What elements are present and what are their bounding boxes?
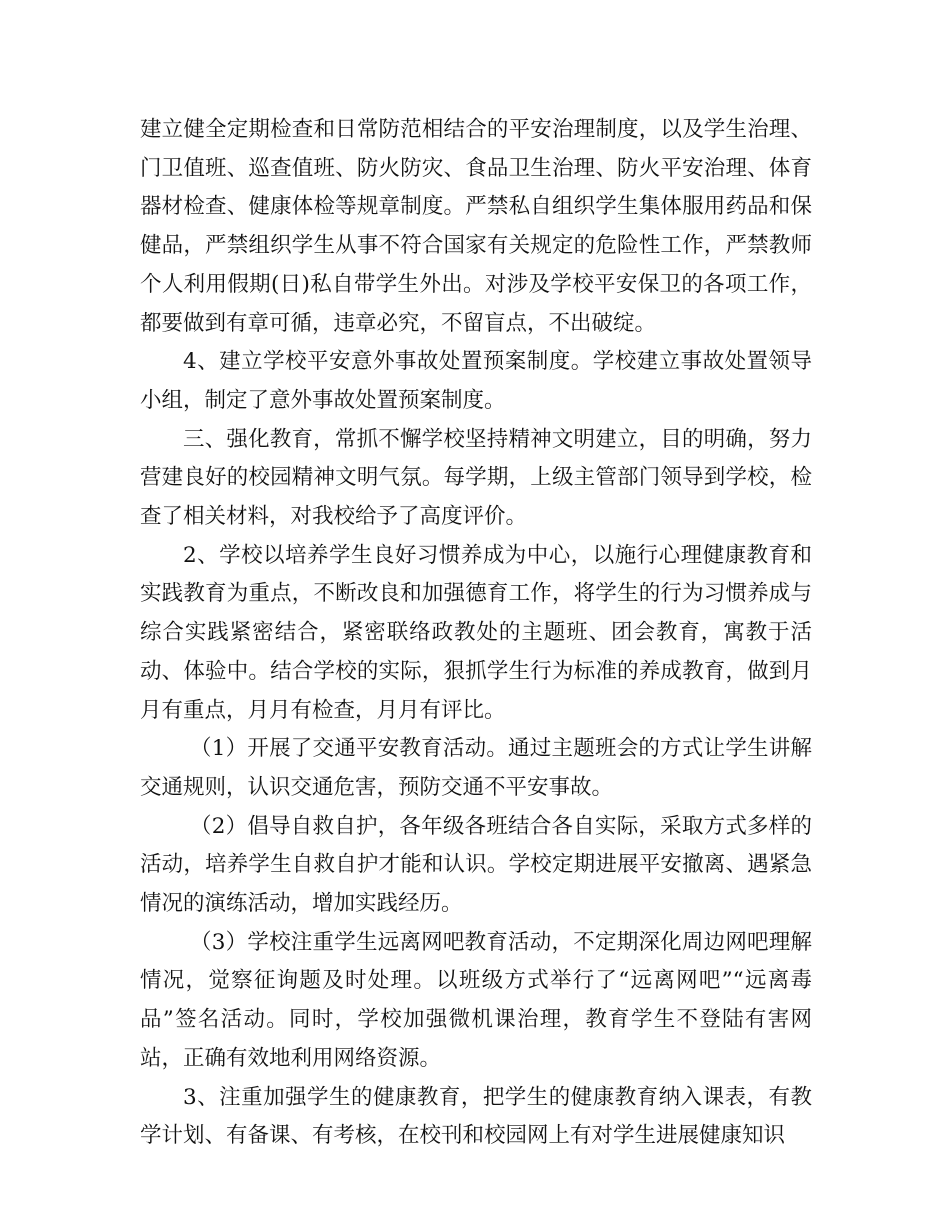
paragraph-accident-plan: 4、建立学校平安意外事故处置预案制度。学校建立事故处置领导小组，制定了意外事故处置预案制度。: [140, 349, 812, 413]
paragraph-strengthen-education: 三、强化教育，常抓不懈学校坚持精神文明建立，目的明确，努力营建良好的校园精神文明气氛。每学期，上级主管部门领导到学校，检查了相关材料，对我校给予了高度评价。: [140, 426, 812, 530]
document-body: [140, 111, 812, 1156]
paragraph-health-education: 3、注重加强学生的健康教育，把学生的健康教育纳入课表，有教学计划、有备课、有考核，在校刊和校园网上有对学生进展健康知识: [140, 1084, 812, 1149]
paragraph-traffic-safety: （1）开展了交通平安教育活动。通过主题班会的方式让学生讲解交通规则，认识交通危害，预防交通不平安事故。: [140, 736, 812, 800]
paragraph-self-rescue: （2）倡导自救自护，各年级各班结合各自实际，采取方式多样的活动，培养学生自救自护才能和认识。学校定期进展平安撤离、遇紧急情况的演练活动，增加实践经历。: [140, 813, 812, 917]
paragraph-regulations: 建立健全定期检查和日常防范相结合的平安治理制度，以及学生治理、门卫值班、巡查值班、防火防灾、食品卫生治理、防火平安治理、体育器材检查、健康体检等规章制度。严禁私自组织学生集体服用药品和保健品，严禁组织学生从事不符合国家有关规定的危险性工作，严禁教师个人利用假期(日)私自带学生外出。对涉及学校平安保卫的各项工作，都要做到有章可循，违章必究，不留盲点，不出破绽。: [140, 117, 812, 336]
paragraph-internet-cafe: （3）学校注重学生远离网吧教育活动，不定期深化周边网吧理解情况，觉察征询题及时处理。以班级方式举行了“远离网吧”“远离毒品”签名活动。同时，学校加强微机课治理，教育学生不登陆有害网站，正确有效地利用网络资源。: [140, 929, 812, 1071]
paragraph-habit-cultivation: 2、学校以培养学生良好习惯养成为中心，以施行心理健康教育和实践教育为重点，不断改良和加强德育工作，将学生的行为习惯养成与综合实践紧密结合，紧密联络政教处的主题班、团会教育，寓教于活动、体验中。结合学校的实际，狠抓学生行为标准的养成教育，做到月月有重点，月月有检查，月月有评比。: [140, 542, 812, 723]
